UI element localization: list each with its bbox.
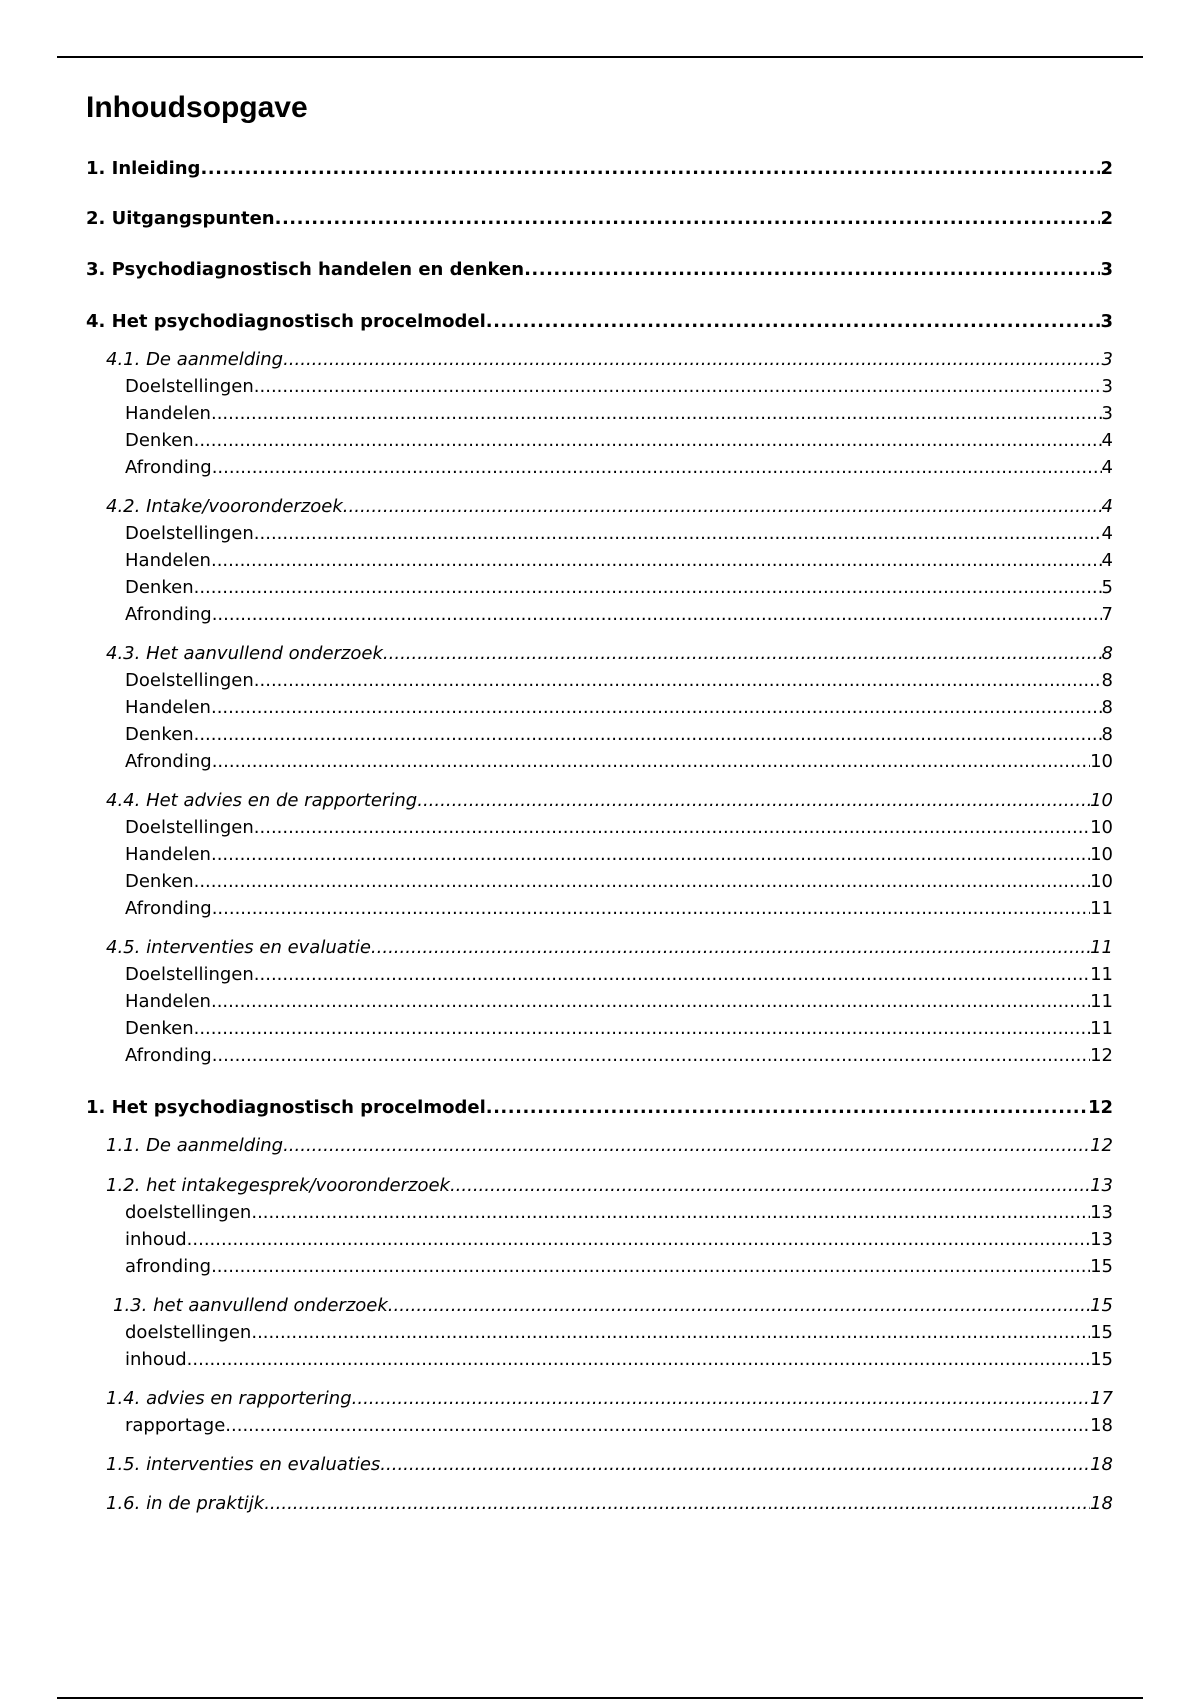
toc-entry-label: Doelstellingen xyxy=(125,670,254,691)
toc-entry-label: 1.1. De aanmelding xyxy=(106,1135,284,1156)
toc-entry-label: inhoud xyxy=(125,1349,187,1370)
toc-entry[interactable] xyxy=(0,494,1113,520)
toc-entry-label: doelstellingen xyxy=(125,1202,252,1223)
toc-entry-label: 1.2. het intakegesprek/vooronderzoek xyxy=(106,1175,450,1196)
toc-entry-page: 8 xyxy=(1101,670,1113,691)
toc-entry[interactable] xyxy=(0,842,1113,868)
toc-entry-page: 3 xyxy=(1100,259,1113,280)
toc-entry-label: Handelen xyxy=(125,403,211,424)
toc-entry[interactable] xyxy=(0,641,1113,667)
toc-entry-page: 13 xyxy=(1090,1175,1113,1196)
toc-entry[interactable] xyxy=(0,1293,1113,1319)
toc-entry-label: doelstellingen xyxy=(125,1322,252,1343)
toc-entry-page: 12 xyxy=(1090,1135,1113,1156)
toc-entry[interactable] xyxy=(0,1095,1113,1121)
toc-entry[interactable] xyxy=(0,206,1113,232)
toc-entry[interactable] xyxy=(0,1491,1113,1517)
toc-entry[interactable] xyxy=(0,1347,1113,1373)
toc-entry-label: 1. Inleiding xyxy=(86,158,201,179)
toc-entry-page: 15 xyxy=(1090,1349,1113,1370)
toc-entry-page: 18 xyxy=(1090,1493,1113,1514)
toc-entry-page: 7 xyxy=(1101,604,1113,625)
toc-entry[interactable] xyxy=(0,521,1113,547)
toc-entry-page: 8 xyxy=(1101,697,1113,718)
toc-entry-label: Doelstellingen xyxy=(125,964,254,985)
toc-entry-page: 15 xyxy=(1090,1322,1113,1343)
toc-entry[interactable] xyxy=(0,1452,1113,1478)
toc-entry[interactable] xyxy=(0,896,1113,922)
toc-entry-page: 4 xyxy=(1101,523,1113,544)
toc-entry-label: inhoud xyxy=(125,1229,187,1250)
toc-entry[interactable] xyxy=(0,989,1113,1015)
toc-entry[interactable] xyxy=(0,1173,1113,1199)
toc-entry-label: Afronding xyxy=(125,1045,212,1066)
toc-entry-page: 11 xyxy=(1090,991,1113,1012)
toc-entry-page: 11 xyxy=(1090,937,1113,958)
toc-entry-label: Doelstellingen xyxy=(125,817,254,838)
toc-entry-label: Handelen xyxy=(125,991,211,1012)
toc-entry-page: 10 xyxy=(1090,817,1113,838)
toc-entry-page: 11 xyxy=(1090,898,1113,919)
toc-entry-page: 4 xyxy=(1101,496,1113,517)
toc-entry-page: 4 xyxy=(1101,430,1113,451)
toc-entry-page: 17 xyxy=(1090,1388,1113,1409)
toc-entry-page: 10 xyxy=(1090,844,1113,865)
toc-entry[interactable] xyxy=(0,428,1113,454)
toc-entry-label: 4. Het psychodiagnostisch procelmodel xyxy=(86,311,486,332)
toc-entry[interactable] xyxy=(0,347,1113,373)
toc-entry-page: 11 xyxy=(1090,1018,1113,1039)
toc-entry-page: 2 xyxy=(1100,158,1113,179)
toc-entry-page: 2 xyxy=(1100,208,1113,229)
toc-entry[interactable] xyxy=(0,309,1113,335)
toc-entry[interactable] xyxy=(0,1254,1113,1280)
toc-entry[interactable] xyxy=(0,722,1113,748)
toc-entry[interactable] xyxy=(0,788,1113,814)
page-title: Inhoudsopgave xyxy=(86,91,308,124)
toc-entry-page: 3 xyxy=(1101,349,1113,370)
toc-entry-label: Denken xyxy=(125,430,194,451)
toc-entry-page: 3 xyxy=(1101,376,1113,397)
toc-entry-page: 3 xyxy=(1100,311,1113,332)
toc-entry-label: afronding xyxy=(125,1256,212,1277)
toc-entry-label: 4.4. Het advies en de rapportering xyxy=(106,790,418,811)
toc-entry[interactable] xyxy=(0,749,1113,775)
toc-entry-label: 1.4. advies en rapportering xyxy=(106,1388,352,1409)
toc-entry-label: Doelstellingen xyxy=(125,523,254,544)
toc-entry-label: Handelen xyxy=(125,844,211,865)
toc-entry-label: 4.5. interventies en evaluatie xyxy=(106,937,371,958)
toc-entry[interactable] xyxy=(0,1200,1113,1226)
toc-entry-label: 4.3. Het aanvullend onderzoek xyxy=(106,643,383,664)
toc-entry-page: 10 xyxy=(1090,871,1113,892)
footer-rule xyxy=(57,1697,1143,1699)
toc-entry-page: 13 xyxy=(1090,1202,1113,1223)
toc-entry-label: 3. Psychodiagnostisch handelen en denken xyxy=(86,259,525,280)
toc-entry[interactable] xyxy=(0,1016,1113,1042)
toc-entry-page: 4 xyxy=(1101,457,1113,478)
toc-entry-page: 13 xyxy=(1090,1229,1113,1250)
toc-entry[interactable] xyxy=(0,1227,1113,1253)
toc-entry-label: Afronding xyxy=(125,457,212,478)
toc-entry-page: 18 xyxy=(1090,1415,1113,1436)
toc-entry-label: 2. Uitgangspunten xyxy=(86,208,275,229)
toc-entry-label: Afronding xyxy=(125,898,212,919)
toc-entry-label: Denken xyxy=(125,871,194,892)
toc-entry-label: Afronding xyxy=(125,604,212,625)
toc-entry-page: 8 xyxy=(1101,724,1113,745)
toc-entry[interactable] xyxy=(0,962,1113,988)
toc-entry[interactable] xyxy=(0,869,1113,895)
toc-entry[interactable] xyxy=(0,935,1113,961)
toc-entry[interactable] xyxy=(0,374,1113,400)
toc-entry[interactable] xyxy=(0,1320,1113,1346)
toc-entry-page: 15 xyxy=(1090,1295,1113,1316)
toc-entry[interactable] xyxy=(0,156,1113,182)
toc-entry-label: Handelen xyxy=(125,697,211,718)
toc-entry-label: Denken xyxy=(125,1018,194,1039)
toc-entry-label: Denken xyxy=(125,724,194,745)
toc-entry[interactable] xyxy=(0,257,1113,283)
toc-entry[interactable] xyxy=(0,401,1113,427)
toc-entry[interactable] xyxy=(0,815,1113,841)
toc-entry[interactable] xyxy=(0,548,1113,574)
toc-entry-label: Handelen xyxy=(125,550,211,571)
toc-entry-label: 1.6. in de praktijk xyxy=(106,1493,265,1514)
toc-entry-label: 4.2. Intake/vooronderzoek xyxy=(106,496,343,517)
toc-entry[interactable] xyxy=(0,695,1113,721)
toc-entry[interactable] xyxy=(0,1043,1113,1069)
toc-entry[interactable] xyxy=(0,602,1113,628)
toc-entry-page: 11 xyxy=(1090,964,1113,985)
toc-entry-label: 4.1. De aanmelding xyxy=(106,349,284,370)
toc-entry-label: rapportage xyxy=(125,1415,226,1436)
toc-entry[interactable] xyxy=(0,575,1113,601)
toc-entry-page: 4 xyxy=(1101,550,1113,571)
toc-entry-page: 10 xyxy=(1090,751,1113,772)
toc-entry-label: 1.3. het aanvullend onderzoek xyxy=(113,1295,388,1316)
toc-entry-page: 12 xyxy=(1090,1045,1113,1066)
toc-entry-page: 5 xyxy=(1101,577,1113,598)
toc-entry[interactable] xyxy=(0,1386,1113,1412)
toc-entry-label: Afronding xyxy=(125,751,212,772)
toc-entry-label: Denken xyxy=(125,577,194,598)
toc-entry[interactable] xyxy=(0,1133,1113,1159)
toc-entry[interactable] xyxy=(0,455,1113,481)
header-rule xyxy=(57,56,1143,58)
toc-entry[interactable] xyxy=(0,668,1113,694)
toc-entry-page: 15 xyxy=(1090,1256,1113,1277)
toc-entry-page: 8 xyxy=(1101,643,1113,664)
toc-entry-page: 10 xyxy=(1090,790,1113,811)
toc-entry-label: Doelstellingen xyxy=(125,376,254,397)
toc-entry-label: 1. Het psychodiagnostisch procelmodel xyxy=(86,1097,486,1118)
toc-entry-page: 12 xyxy=(1087,1097,1113,1118)
toc-entry-page: 3 xyxy=(1101,403,1113,424)
toc-entry-label: 1.5. interventies en evaluaties xyxy=(106,1454,381,1475)
toc-entry[interactable] xyxy=(0,1413,1113,1439)
toc-entry-page: 18 xyxy=(1090,1454,1113,1475)
